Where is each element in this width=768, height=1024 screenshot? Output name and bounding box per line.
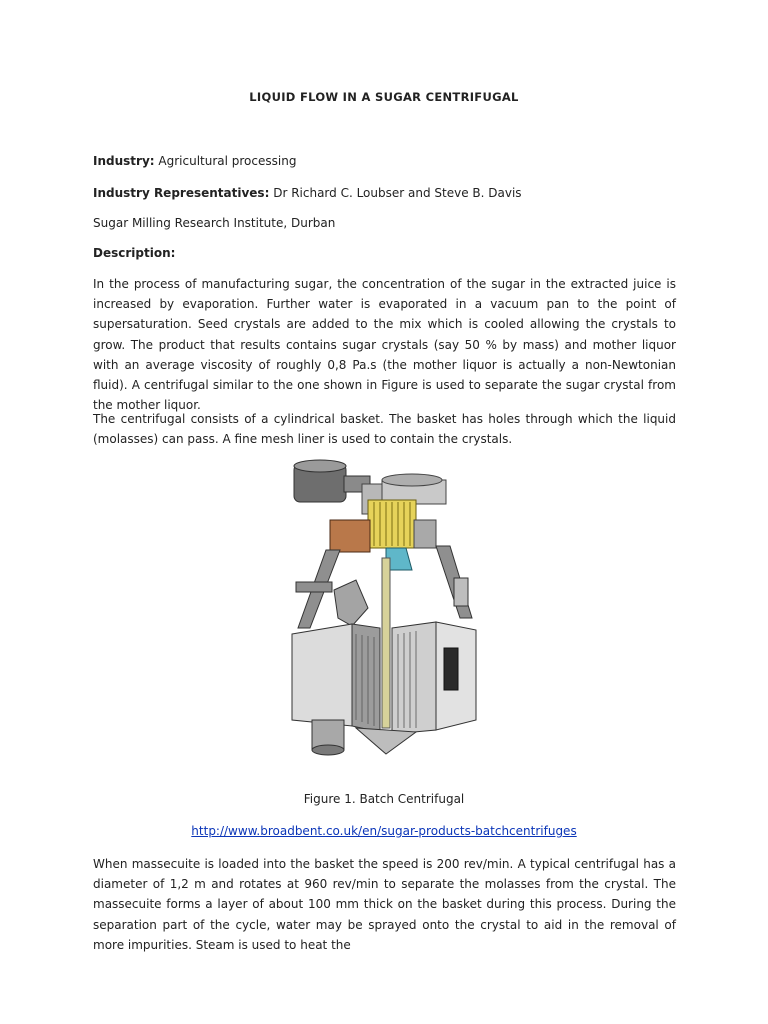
discharge-chute — [334, 580, 368, 626]
representatives-label: Industry Representatives: — [93, 186, 270, 200]
industry-line — [93, 154, 676, 168]
industry-value: Agricultural processing — [158, 154, 297, 168]
drive-coupling — [368, 500, 416, 548]
description-heading: Description: — [93, 246, 176, 260]
paragraph-basket: The centrifugal consists of a cylindrical basket. The basket has holes through which the liquid (molasses) can pass. A fine mesh liner is used to contain the crystals. — [93, 412, 676, 447]
document-title: LIQUID FLOW IN A SUGAR CENTRIFUGAL — [249, 90, 519, 104]
left-bearing — [330, 520, 370, 552]
representatives-line — [93, 186, 676, 200]
source-link-line — [0, 824, 768, 838]
representatives-value: Dr Richard C. Loubser and Steve B. Davis — [273, 186, 522, 200]
central-shaft — [382, 558, 390, 728]
source-link[interactable]: http://www.broadbent.co.uk/en/sugar-products-batchcentrifuges — [191, 824, 577, 838]
control-box — [454, 578, 468, 606]
figure-caption: Figure 1. Batch Centrifugal — [303, 792, 465, 806]
institute-line: Sugar Milling Research Institute, Durban — [93, 216, 336, 230]
industry-label: Industry: — [93, 154, 155, 168]
paragraph-massecuite: When massecuite is loaded into the basket the speed is 200 rev/min. A typical centrifugal has a diameter of 1,2 m and rotates at 960 rev/min to separate the molasses from the crystal. The massecuite forms a layer of about 100 mm thick on the basket during this process. During the separation part of the cycle, water may be sprayed onto the crystal to aid in the removal of more impurities. Steam is used to heat the — [93, 857, 676, 952]
paragraph-process: In the process of manufacturing sugar, the concentration of the sugar in the extracted juice is increased by evaporation. Further water is evaporated in a vacuum pan to the point of supersaturation. Seed crystals are added to the mix which is cooled allowing the crystals to grow. The product that results contains sugar crystals (say 50 % by mass) and mother liquor with an average viscosity of roughly 0,8 Pa.s (the mother liquor is actually a non-Newtonian fluid). A centrifugal similar to the one shown in Figure is used to separate the sugar crystal from the mother liquor. — [93, 277, 676, 413]
centrifugal-figure — [286, 458, 482, 758]
